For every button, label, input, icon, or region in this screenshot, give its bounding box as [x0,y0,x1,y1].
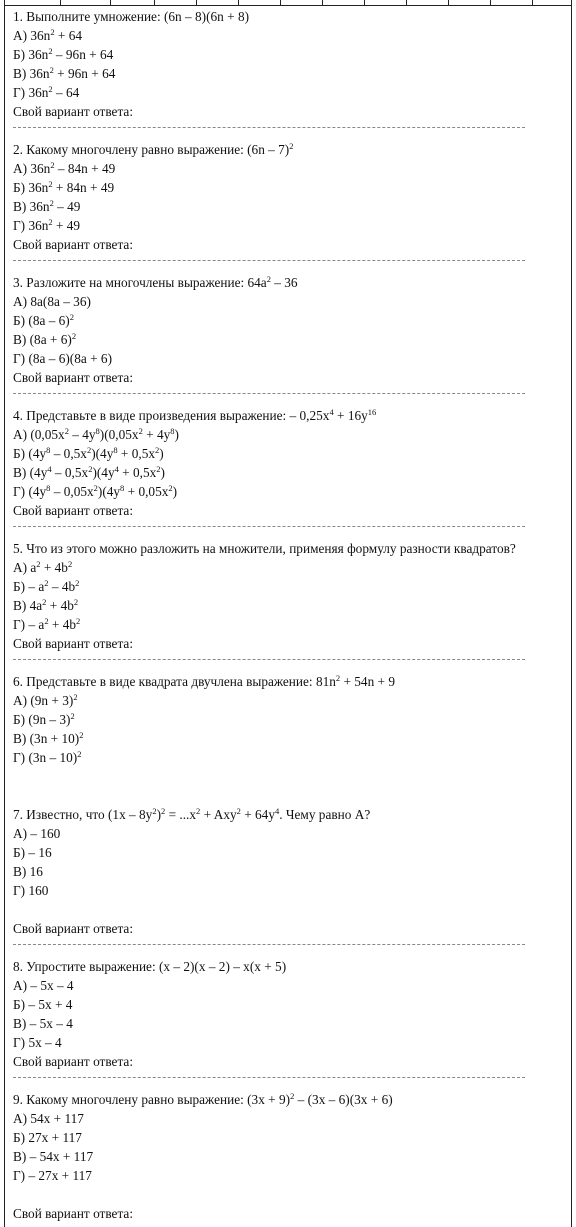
text-run: – 84n + 49 [54,161,116,176]
question-stem [13,805,553,824]
text-run: Г) 5x – 4 [13,1035,62,1050]
question-4 [13,406,553,539]
superscript: 2 [196,806,201,816]
text-run: 9. Какому многочлену равно выражение: (3x + 9) [13,1092,291,1107]
answer-option[interactable] [13,577,553,596]
superscript: 8 [113,445,118,455]
text-run: А) – 160 [13,826,61,841]
text-run: + 96n + 64 [53,66,116,81]
question-stem [13,406,553,425]
text-run: + 16y [333,408,368,423]
answer-option[interactable] [13,197,553,216]
text-run: Г) (8a – 6)(8a + 6) [13,351,112,366]
text-run: 4. Представьте в виде произведения выражение: – 0,25x [13,408,330,423]
own-answer-label[interactable]: Свой вариант ответа: [13,370,134,385]
superscript: 2 [88,464,93,474]
dashed-separator [13,1071,553,1090]
text-run: – 64 [52,85,80,100]
text-run: Б) (8a – 6) [13,313,70,328]
text-run: В) 4a [13,598,43,613]
text-run: В) (3n + 10) [13,731,80,746]
superscript: 2 [152,806,157,816]
superscript: 2 [290,1091,295,1101]
question-1 [13,7,553,140]
superscript: 2 [156,464,161,474]
superscript: 2 [77,749,82,759]
text-run: = ...x [165,807,197,822]
text-run: А) 36n [13,28,51,43]
answer-option[interactable] [13,444,553,463]
superscript: 2 [69,312,74,322]
answer-option[interactable] [13,881,553,900]
superscript: 2 [49,198,54,208]
superscript: 2 [138,426,143,436]
question-stem [13,672,553,691]
own-answer-label[interactable]: Свой вариант ответа: [13,237,134,252]
superscript: 2 [49,65,54,75]
own-answer-label[interactable]: Свой вариант ответа: [13,1054,134,1069]
answer-option[interactable] [13,425,553,444]
text-run: Г) (4y [13,484,47,499]
dashed-separator [13,520,553,539]
answer-option[interactable] [13,843,553,862]
text-run: – 0,05x [50,484,94,499]
superscript: 2 [48,46,53,56]
superscript: 2 [67,559,73,569]
text-run: А) 36n [13,161,51,176]
answer-option[interactable] [13,330,553,349]
text-run: Г) – a [13,617,45,632]
superscript: 2 [73,692,78,702]
text-run: + 54n + 9 [340,674,396,689]
text-run: А) a [13,560,37,575]
quiz-content [13,7,553,1223]
blank-line [13,767,553,786]
text-run: Б) 36n [13,47,49,62]
own-answer-label[interactable]: Свой вариант ответа: [13,104,134,119]
text-run: Б) – 5x + 4 [13,997,73,1012]
text-run: + 4b [40,560,68,575]
answer-option[interactable] [13,1109,553,1128]
text-run: Г) – 27x + 117 [13,1168,92,1183]
superscript: 2 [50,160,55,170]
question-7 [13,805,553,957]
answer-option[interactable] [13,1147,553,1166]
text-run: В) (8a + 6) [13,332,72,347]
superscript: 2 [86,445,92,455]
text-run: 2. Какому многочлену равно выражение: (6n – 7) [13,142,290,157]
superscript: 2 [44,616,49,626]
answer-option[interactable] [13,216,553,235]
answer-option[interactable] [13,596,553,615]
text-run: )(4y [92,465,115,480]
answer-option[interactable] [13,349,553,368]
text-run: Б) – 16 [13,845,52,860]
text-run: Г) 36n [13,218,49,233]
text-run: – 49 [53,199,81,214]
superscript: 8 [95,426,100,436]
text-run: + 4b [46,598,74,613]
superscript: 8 [120,483,125,493]
answer-option[interactable] [13,615,553,634]
text-run: В) – 54x + 117 [13,1149,94,1164]
superscript: 2 [64,426,69,436]
text-run: – 4b [48,579,76,594]
text-run: – 36 [270,275,298,290]
text-run: ) [159,446,164,461]
answer-option[interactable] [13,729,553,748]
question-2 [13,140,553,273]
superscript: 4 [47,464,52,474]
text-run: . Чему равно А? [279,807,371,822]
question-stem [13,957,553,976]
text-run: + 64 [54,28,83,43]
text-run: – 96n + 64 [52,47,114,62]
dashed-separator [13,121,553,140]
text-run: + 64y [240,807,275,822]
superscript: 4 [329,407,334,417]
superscript: 8 [46,445,51,455]
superscript: 2 [79,730,84,740]
question-5 [13,539,553,672]
text-run: + Axy [200,807,237,822]
text-run: А) (9n + 3) [13,693,74,708]
text-run: Б) 27x + 117 [13,1130,82,1145]
text-run: Б) (4y [13,446,47,461]
text-run: + 0,5x [118,465,157,480]
text-run: + 84n + 49 [52,180,115,195]
superscript: 2 [168,483,173,493]
text-run: – 0,5x [51,465,89,480]
answer-option[interactable] [13,1166,553,1185]
text-run: + 4y [142,427,171,442]
superscript: 2 [48,217,53,227]
text-run: В) – 5x – 4 [13,1016,73,1031]
answer-option[interactable] [13,862,553,881]
text-run: 6. Представьте в виде квадрата двучлена выражение: 81n [13,674,336,689]
answer-option[interactable] [13,976,553,995]
answer-option[interactable] [13,691,553,710]
text-run: А) (0,05x [13,427,65,442]
question-stem [13,273,553,292]
superscript: 2 [50,27,55,37]
text-run: + 0,05x [124,484,169,499]
answer-option[interactable] [13,748,553,767]
question-8 [13,957,553,1090]
superscript: 2 [236,806,241,816]
own-answer-label[interactable]: Свой вариант ответа: [13,636,134,651]
superscript: 4 [114,464,119,474]
question-3 [13,273,553,406]
superscript: 2 [70,711,75,721]
dashed-separator [13,387,553,406]
answer-option[interactable] [13,482,553,501]
superscript: 2 [155,445,160,455]
superscript: 4 [274,806,280,816]
text-run: 3. Разложите на многочлены выражение: 64a [13,275,267,290]
text-run: А) 54x + 117 [13,1111,84,1126]
text-run: Б) (9n – 3) [13,712,71,727]
text-run: )(4y [97,484,121,499]
superscript: 8 [46,483,51,493]
dashed-separator [13,938,553,957]
blank-line [13,786,553,805]
text-run: В) 36n [13,66,50,81]
text-run: Г) 160 [13,883,49,898]
text-run: ) [156,807,162,822]
own-answer-label[interactable]: Свой вариант ответа: [13,503,134,518]
text-run: 5. Что из этого можно разложить на множители, применяя формулу разности квадратов? [13,541,516,556]
text-run: В) (4y [13,465,48,480]
text-run: – 4y [68,427,96,442]
answer-option[interactable] [13,463,553,482]
text-run: )(4y [91,446,114,461]
question-stem [13,140,553,159]
superscript: 2 [42,597,47,607]
answer-option[interactable] [13,83,553,102]
superscript: 2 [161,806,166,816]
answer-option[interactable] [13,558,553,577]
text-run: 1. Выполните умножение: (6n – 8)(6n + 8) [13,9,250,24]
answer-option[interactable] [13,178,553,197]
own-answer-label[interactable]: Свой вариант ответа: [13,921,134,936]
answer-option[interactable] [13,1033,553,1052]
answer-option[interactable] [13,1014,553,1033]
dashed-separator [13,653,553,672]
answer-option[interactable] [13,159,553,178]
text-run: )(0,05x [99,427,139,442]
answer-option[interactable] [13,1128,553,1147]
text-run: В) 16 [13,864,43,879]
dashed-separator [13,254,553,273]
superscript: 8 [170,426,175,436]
superscript: 2 [44,578,49,588]
text-run: 8. Упростите выражение: (x – 2)(x – 2) – x(x + 5) [13,959,287,974]
text-run: ) [160,465,165,480]
answer-option[interactable] [13,311,553,330]
text-run: – 0,5x [50,446,87,461]
text-run: ) [174,427,179,442]
question-6 [13,672,553,805]
answer-option[interactable] [13,995,553,1014]
text-run: + 4b [48,617,77,632]
text-run: А) – 5x – 4 [13,978,74,993]
superscript: 16 [367,407,377,417]
superscript: 2 [289,141,294,151]
superscript: 2 [48,179,53,189]
text-run: Г) 36n [13,85,49,100]
superscript: 2 [335,673,341,683]
blank-line [13,900,553,919]
text-run: Б) – a [13,579,45,594]
superscript: 2 [75,578,80,588]
answer-option[interactable] [13,824,553,843]
superscript: 2 [266,274,271,284]
question-stem [13,7,553,26]
answer-option[interactable] [13,45,553,64]
text-run: + 49 [52,218,81,233]
blank-line [13,1185,553,1204]
own-answer-label[interactable]: Свой вариант ответа: [13,1206,134,1221]
superscript: 2 [48,84,53,94]
table-top-edge [4,0,572,6]
text-run: ) [172,484,178,499]
text-run: + 0,5x [117,446,156,461]
question-stem [13,539,553,558]
text-run: В) 36n [13,199,50,214]
text-run: Г) (3n – 10) [13,750,78,765]
superscript: 2 [73,597,79,607]
text-run: Б) 36n [13,180,49,195]
superscript: 2 [71,331,77,341]
answer-option[interactable] [13,26,553,45]
superscript: 2 [76,616,81,626]
superscript: 2 [36,559,41,569]
text-run: – (3x – 6)(3x + 6) [294,1092,393,1107]
superscript: 2 [93,483,98,493]
text-run: А) 8a(8a – 36) [13,294,91,309]
answer-option[interactable] [13,292,553,311]
question-9 [13,1090,553,1223]
question-stem [13,1090,553,1109]
answer-option[interactable] [13,710,553,729]
answer-option[interactable] [13,64,553,83]
text-run: 7. Известно, что (1x – 8y [13,807,153,822]
